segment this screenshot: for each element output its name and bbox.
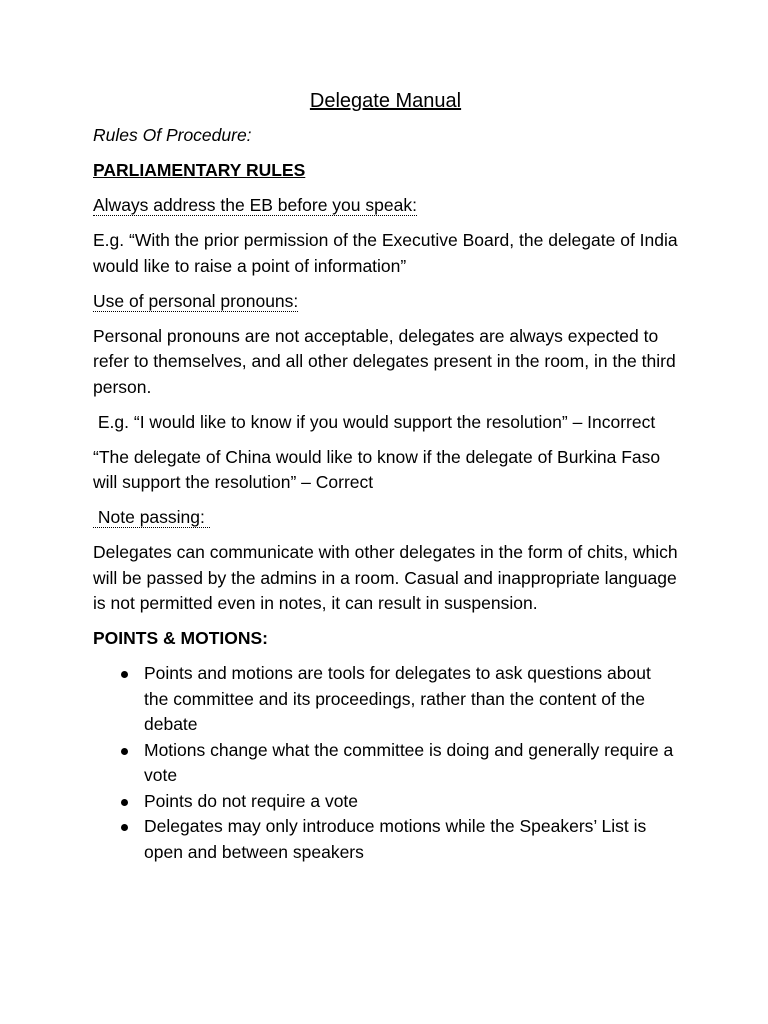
pronouns-correct-example: “The delegate of China would like to know if the delegate of Burkina Faso will support the resolution” – Correct — [93, 446, 661, 492]
points-motions-heading: POINTS & MOTIONS: — [93, 628, 268, 648]
list-item: Motions change what the committee is doing and generally require a vote — [144, 738, 678, 789]
pronouns-incorrect-example: E.g. “I would like to know if you would support the resolution” – Incorrect — [93, 411, 656, 432]
points-motions-list — [93, 661, 678, 865]
document-title: Delegate Manual — [309, 90, 462, 112]
list-item: Points and motions are tools for delegates to ask questions about the committee and its proceedings, rather than the content of the debate — [144, 661, 678, 738]
rules-heading: Rules Of Procedure: — [93, 125, 252, 145]
pronouns-heading: Use of personal pronouns: — [93, 290, 299, 311]
note-passing-heading: Note passing: — [93, 507, 210, 527]
note-passing-paragraph: Delegates can communicate with other delegates in the form of chits, which will be passed by the admins in a room. Casual and inappropriate language is not permitted even in notes, it can result in suspension. — [93, 542, 678, 613]
address-eb-example: E.g. “With the prior permission of the Executive Board, the delegate of India would like to raise a point of information” — [93, 230, 678, 276]
list-item: Delegates may only introduce motions while the Speakers’ List is open and between speakers — [144, 814, 678, 865]
pronouns-paragraph: Personal pronouns are not acceptable, delegates are always expected to refer to themselves, and all other delegates present in the room, in the third person. — [93, 325, 676, 397]
parliamentary-rules-heading: PARLIAMENTARY RULES — [93, 160, 306, 180]
list-item: Points do not require a vote — [144, 789, 678, 815]
address-eb-heading: Always address the EB before you speak: — [93, 195, 417, 215]
